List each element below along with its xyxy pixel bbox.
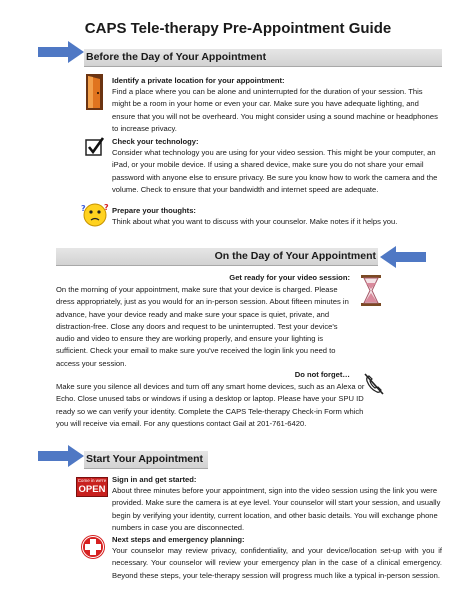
item-heading: Prepare your thoughts:: [112, 206, 196, 215]
item-heading: Get ready for your video session:: [229, 273, 350, 282]
first-aid-icon: [80, 534, 106, 560]
item-heading: Next steps and emergency planning:: [112, 535, 245, 544]
open-sign-icon: [76, 477, 108, 497]
item-heading: Identify a private location for your appointment:: [112, 76, 285, 85]
section-heading: Before the Day of Your Appointment: [86, 51, 267, 63]
no-phone-icon: [363, 372, 385, 396]
item-body: Make sure you silence all devices and turn off any smart home devices, such as an Alexa or Echo. Close unused tabs or windows if using a desktop or laptop. Please have your SPU ID ready so we can verify your identity. Complete the CAPS Tele-therapy Check-in Form which you will receive via email. For any questions contact Gail at 201-761-6420.: [56, 382, 365, 428]
page-title: CAPS Tele-therapy Pre-Appointment Guide: [84, 20, 392, 37]
door-icon: [85, 74, 104, 110]
section-heading: On the Day of Your Appointment: [214, 250, 376, 262]
section-arrow-icon: [380, 246, 426, 268]
svg-text:?: ?: [104, 203, 109, 212]
item-body: Think about what you want to discuss with your counselor. Make notes if it helps you.: [112, 217, 398, 226]
svg-text:?: ?: [81, 204, 86, 213]
item-body: Consider what technology you are using for your video session. This might be your computer, an iPad, or your mobile device. If using a shared device, make sure you do not share your email password with anyone else to ensure privacy. Be sure you know how to work the camera and the volume. Check to ensure that your bandwidth and internet speed are adequate.: [112, 148, 438, 194]
item-body: Your counselor may review privacy, confidentiality, and your device/location set-up with you if necessary. Your counselor will review your emergency plan in the case of a clinical emergency. Beyond these steps, your tele-therapy session will progress much like a typical in-person session.: [112, 546, 442, 580]
checkbox-icon: [85, 137, 105, 157]
item-body: About three minutes before your appointment, sign into the video session using the link you were provided. Make sure the camera is at eye level. Your counselor will start your session, and usually begin by verifying your identity, current location, and other basic details. You will exchange phone numbers in case you are disconnected.: [112, 486, 441, 532]
section-heading: Start Your Appointment: [86, 453, 204, 465]
item-body: Find a place where you can be alone and uninterrupted for the duration of your session. This might be a room in your home or even your car. Make sure you have adequate lighting, and ensure that you will not be overheard. You might consider using a sound machine or headphones to increase privacy.: [112, 87, 438, 133]
thinking-face-icon: [80, 202, 110, 228]
item-heading: Do not forget…: [294, 370, 350, 379]
item-heading: Check your technology:: [112, 137, 199, 146]
item-body: On the morning of your appointment, make sure that your device is charged. Please dress appropriately, just as you would for an in-person session. About fifteen minutes in advance, have your device ready and make sure your space is quiet, private, and distraction-free. Close any doors and request to be uninterrupted. Test your device's audio and video to ensure they are working properly, and ensure your lighting is sufficient. Check your email to make sure you've received the login link you need to access your session.: [56, 285, 349, 368]
section-arrow-icon: [38, 445, 84, 467]
sign-top-text: Come in we're: [77, 478, 107, 483]
item-heading: Sign in and get started:: [112, 475, 197, 484]
sign-open-text: OPEN: [78, 484, 106, 495]
hourglass-icon: [360, 275, 382, 306]
section-arrow-icon: [38, 41, 84, 63]
